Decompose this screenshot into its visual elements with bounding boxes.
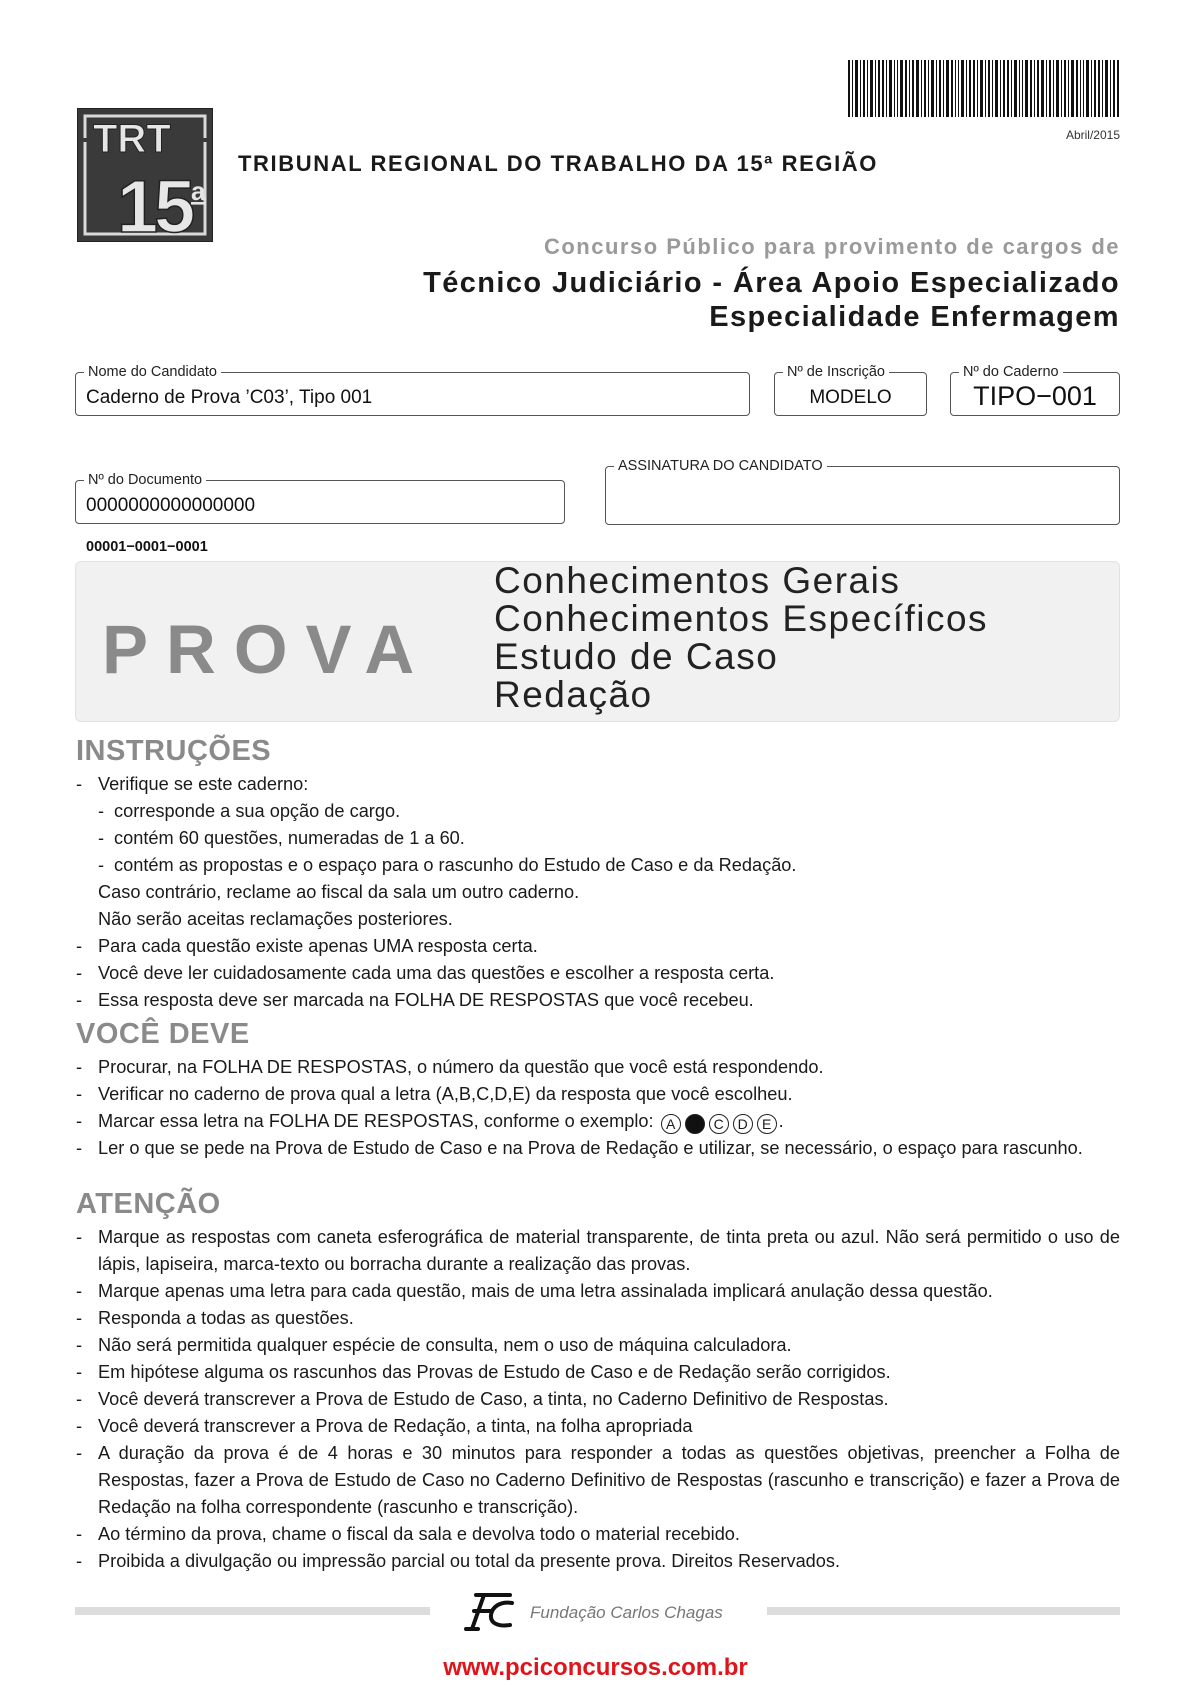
you-must-heading: VOCÊ DEVE [76,1018,250,1050]
list-item: - Em hipótese alguma os rascunhos das Provas de Estudo de Caso e de Redação serão corrigidos. [76,1362,891,1382]
barcode-icon [848,60,1119,117]
list-item: - Marque as respostas com caneta esferográfica de material transparente, de tinta preta ou azul. Não será permitido o uso de lápis, lapiseira, marca-texto ou borracha durante a realização das provas. [76,1227,1120,1274]
list-item: - Essa resposta deve ser marcada na FOLHA DE RESPOSTAS que você recebeu. [76,990,754,1010]
booklet-code: 00001−0001−0001 [86,539,208,555]
candidate-name-value: Caderno de Prova ’C03’, Tipo 001 [86,387,373,408]
exam-date: Abril/2015 [1065,128,1120,142]
list-item: - Ao término da prova, chame o fiscal da sala e devolva todo o material recebido. [76,1524,740,1544]
instructions-heading: INSTRUÇÕES [76,735,272,767]
list-item: - contém 60 questões, numeradas de 1 a 60. [98,828,465,848]
document-number-value: 0000000000000000 [86,495,256,516]
foundation-name: Fundação Carlos Chagas [530,1603,723,1622]
footer-divider-left [75,1607,430,1615]
footer-divider-right [767,1607,1120,1615]
document-number-label: Nº do Documento [84,471,206,489]
candidate-name-field[interactable] [75,364,750,416]
organization-name: TRIBUNAL REGIONAL DO TRABALHO DA 15ª REGIÃO [238,151,879,176]
answer-bubble-a: A [661,1114,681,1134]
registration-number-label: Nº de Inscrição [783,363,889,381]
answer-bubble-b-filled: B [685,1114,705,1134]
exam-section-item: Conhecimentos Gerais [494,560,901,601]
list-item: - Responda a todas as questões. [76,1308,354,1328]
booklet-number-label: Nº do Caderno [959,363,1063,381]
website-link[interactable]: www.pciconcursos.com.br [443,1654,748,1681]
instructions-list [76,771,1120,1014]
attention-heading: ATENÇÃO [76,1188,221,1220]
list-item: - A duração da prova é de 4 horas e 30 minutos para responder a todas as questões objetivas, preencher a Folha de Respostas, fazer a Prova de Estudo de Caso no Caderno Definitivo de Respostas (rascunho e transcrição) e fazer a Prova de Redação na folha correspondente (rascunho e transcrição). [76,1443,1120,1517]
svg-text:a: a [191,176,206,206]
list-item: - Verificar no caderno de prova qual a letra (A,B,C,D,E) da resposta que você escolheu. [76,1084,793,1104]
candidate-name-label: Nome do Candidato [84,363,221,381]
list-item: - Não será permitida qualquer espécie de consulta, nem o uso de máquina calculadora. [76,1335,792,1355]
list-item: - Marcar essa letra na FOLHA DE RESPOSTAS, conforme o exemplo: A B C D E . [76,1111,784,1132]
list-item: - Marque apenas uma letra para cada questão, mais de uma letra assinalada implicará anulação dessa questão. [76,1281,993,1301]
booklet-number-field[interactable] [950,364,1120,416]
list-item: - Você deverá transcrever a Prova de Estudo de Caso, a tinta, no Caderno Definitivo de Respostas. [76,1389,889,1409]
exam-title-line1: Técnico Judiciário - Área Apoio Especializado [423,267,1120,299]
list-item: - Para cada questão existe apenas UMA resposta certa. [76,936,538,956]
exam-section-item: Conhecimentos Específicos [494,598,989,639]
list-item: - Procurar, na FOLHA DE RESPOSTAS, o número da questão que você está respondendo. [76,1057,824,1077]
exam-section-item: Estudo de Caso [494,636,779,677]
list-item: - corresponde a sua opção de cargo. [98,801,401,821]
answer-bubble-c: C [709,1114,729,1134]
answer-bubble-e: E [757,1114,777,1134]
you-must-list [76,1054,1120,1162]
registration-number-value: MODELO [809,387,892,408]
list-item: - Ler o que se pede na Prova de Estudo de Caso e na Prova de Redação e utilizar, se necessário, o espaço para rascunho. [76,1138,1083,1158]
exam-section-list [494,562,988,714]
svg-text:15: 15 [117,165,192,242]
list-item: - Verifique se este caderno: [76,774,309,794]
svg-text:TRT: TRT [93,117,171,161]
signature-label: ASSINATURA DO CANDIDATO [614,457,827,475]
list-item: - Você deve ler cuidadosamente cada uma das questões e escolher a resposta certa. [76,963,775,983]
list-item: Não serão aceitas reclamações posteriores. [98,909,453,929]
fcc-logo-icon [464,1589,516,1633]
trt15-logo [77,108,213,242]
attention-list [76,1224,1120,1575]
exam-title [423,266,1120,334]
exam-sections-box [75,561,1120,722]
list-item: - contém as propostas e o espaço para o rascunho do Estudo de Caso e da Redação. [98,855,797,875]
booklet-number-value: TIPO−001 [973,381,1097,411]
signature-field[interactable] [605,458,1120,525]
list-item: - Proibida a divulgação ou impressão parcial ou total da presente prova. Direitos Reservados. [76,1551,841,1571]
exam-section-item: Redação [494,674,653,715]
list-item: Caso contrário, reclame ao fiscal da sala um outro caderno. [98,882,580,902]
registration-number-field[interactable] [774,364,927,416]
document-number-field[interactable] [75,472,565,524]
exam-intro: Concurso Público para provimento de cargos de [543,234,1120,259]
answer-bubble-d: D [733,1114,753,1134]
prova-heading: PROVA [102,611,433,688]
exam-title-line2: Especialidade Enfermagem [709,301,1120,333]
list-item: - Você deverá transcrever a Prova de Redação, a tinta, na folha apropriada [76,1416,693,1436]
